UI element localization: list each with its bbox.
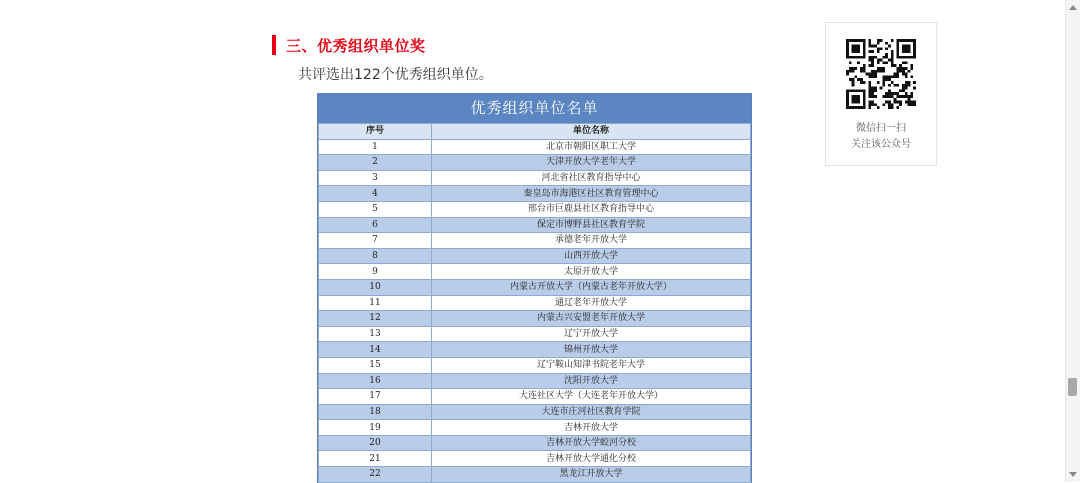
table-row: [319, 248, 751, 264]
row-unit-name: 秦皇岛市海港区社区教育管理中心: [432, 186, 751, 202]
table-row: [319, 311, 751, 327]
table-row: [319, 233, 751, 249]
table-row: [319, 357, 751, 373]
table-body: [319, 139, 751, 482]
row-number: 8: [319, 248, 432, 264]
row-number: 21: [319, 451, 432, 467]
organization-table: [317, 93, 752, 483]
header-unit-name: 单位名称: [432, 124, 751, 140]
row-number: 18: [319, 404, 432, 420]
row-unit-name: 邢台市巨鹿县社区教育指导中心: [432, 201, 751, 217]
row-unit-name: 吉林开放大学蛟河分校: [432, 435, 751, 451]
table-row: [319, 451, 751, 467]
row-unit-name: 太原开放大学: [432, 264, 751, 280]
row-number: 6: [319, 217, 432, 233]
row-number: 19: [319, 420, 432, 436]
table-row: [319, 139, 751, 155]
row-number: 3: [319, 170, 432, 186]
section-title: 三、优秀组织单位奖: [286, 36, 426, 55]
table-header-row: [319, 124, 751, 140]
page-scrollbar[interactable]: [1065, 0, 1080, 482]
table-row: [319, 264, 751, 280]
qr-code-icon: [846, 39, 916, 109]
row-unit-name: 大连市庄河社区教育学院: [432, 404, 751, 420]
row-unit-name: 沈阳开放大学: [432, 373, 751, 389]
row-unit-name: 内蒙古兴安盟老年开放大学: [432, 311, 751, 327]
row-unit-name: 山西开放大学: [432, 248, 751, 264]
row-unit-name: 锦州开放大学: [432, 342, 751, 358]
row-unit-name: 辽宁开放大学: [432, 326, 751, 342]
table-row: [319, 295, 751, 311]
row-unit-name: 天津开放大学老年大学: [432, 155, 751, 171]
row-unit-name: 河北省社区教育指导中心: [432, 170, 751, 186]
row-number: 20: [319, 435, 432, 451]
table-row: [319, 467, 751, 483]
table-row: [319, 170, 751, 186]
table-row: [319, 342, 751, 358]
scroll-down-icon[interactable]: [1069, 472, 1077, 477]
heading-accent-bar: [272, 35, 276, 55]
row-number: 11: [319, 295, 432, 311]
row-unit-name: 辽宁鞍山知津书院老年大学: [432, 357, 751, 373]
table-row: [319, 201, 751, 217]
row-number: 4: [319, 186, 432, 202]
table-row: [319, 389, 751, 405]
row-unit-name: 通辽老年开放大学: [432, 295, 751, 311]
row-number: 10: [319, 279, 432, 295]
table-row: [319, 279, 751, 295]
table-row: [319, 326, 751, 342]
scroll-up-icon[interactable]: [1069, 5, 1077, 10]
row-number: 15: [319, 357, 432, 373]
qr-caption-line2: 关注该公众号: [851, 139, 911, 150]
table-row: [319, 420, 751, 436]
table-row: [319, 373, 751, 389]
header-number: 序号: [319, 124, 432, 140]
row-unit-name: 内蒙古开放大学（内蒙古老年开放大学）: [432, 279, 751, 295]
row-number: 12: [319, 311, 432, 327]
row-number: 2: [319, 155, 432, 171]
row-number: 22: [319, 467, 432, 483]
row-number: 5: [319, 201, 432, 217]
section-intro: 共评选出122个优秀组织单位。: [298, 67, 493, 83]
row-number: 14: [319, 342, 432, 358]
section-heading: [272, 34, 426, 56]
row-unit-name: 吉林开放大学: [432, 420, 751, 436]
row-unit-name: 保定市博野县社区教育学院: [432, 217, 751, 233]
row-number: 17: [319, 389, 432, 405]
row-unit-name: 大连社区大学（大连老年开放大学）: [432, 389, 751, 405]
table-row: [319, 155, 751, 171]
row-unit-name: 承德老年开放大学: [432, 233, 751, 249]
row-number: 9: [319, 264, 432, 280]
row-number: 13: [319, 326, 432, 342]
table-row: [319, 435, 751, 451]
table-title: 优秀组织单位名单: [318, 94, 751, 123]
row-number: 1: [319, 139, 432, 155]
row-unit-name: 吉林开放大学通化分校: [432, 451, 751, 467]
scrollbar-thumb[interactable]: [1068, 378, 1077, 396]
organization-list-table: [318, 123, 751, 483]
table-row: [319, 217, 751, 233]
qr-code-panel: [825, 22, 937, 166]
row-number: 7: [319, 233, 432, 249]
row-unit-name: 黑龙江开放大学: [432, 467, 751, 483]
row-unit-name: 北京市朝阳区职工大学: [432, 139, 751, 155]
qr-caption-line1: 微信扫一扫: [856, 123, 906, 134]
table-row: [319, 404, 751, 420]
row-number: 16: [319, 373, 432, 389]
table-row: [319, 186, 751, 202]
